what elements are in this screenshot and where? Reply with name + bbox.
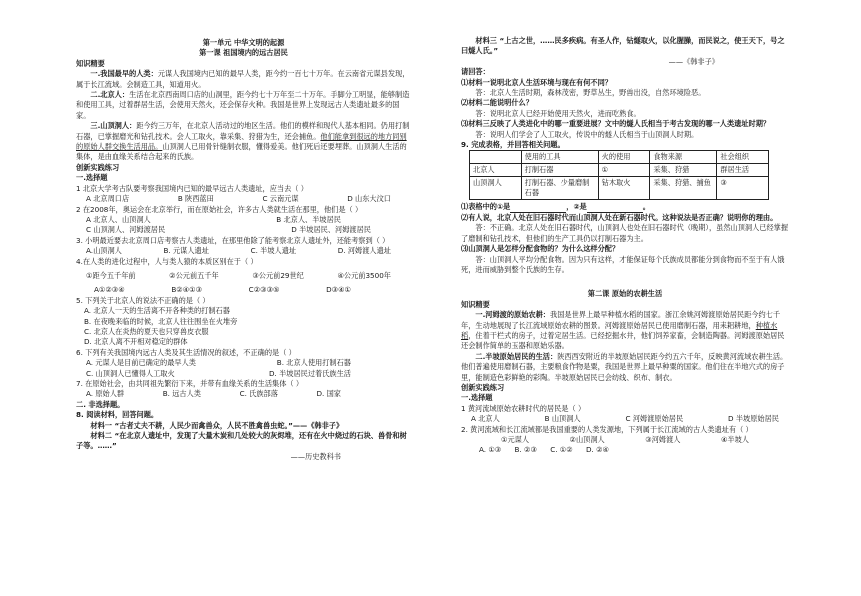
material-3: 材料三 “上古之世，……民多疾病。有圣人作，钻燧取火，以化腥臊，而民说之，使王天下，号之曰燧人氏。” (461, 36, 785, 56)
table-cell: 打制石器 (521, 164, 598, 177)
right-column (461, 36, 789, 456)
question-1-options: A 北京周口店 B 陕西蓝田 C 云南元谋 D 山东大汶口 (86, 194, 391, 204)
table-row (470, 164, 769, 177)
knowledge-point-2: 二.北京人：生活在北京西南周口店的山洞里，距今约七十万年至二十万年。手脚分工明显，能够制造和使用工具，过着群居生活，会使用天然火，还会保存火种。我国是世界上发现远古人类遗址最多的国家。 (76, 90, 410, 120)
question-9: 9. 完成表格，并回答相关问题。 (461, 140, 565, 150)
material-3-source: ——《韩非子》 (668, 56, 719, 66)
non-choice-heading: 二. 非选择题。 (76, 399, 125, 409)
sub-question-9-2: ⑵有人说，北京人处在旧石器时代而山顶洞人处在新石器时代。这种说法是否正确？说明你的理由。 (461, 212, 778, 222)
table-header-cell: 社会组织 (717, 151, 769, 164)
table-cell: 钻木取火 (598, 177, 650, 200)
question-5-option-d: D. 北京人离不开相对稳定的群体 (84, 337, 188, 347)
answer-blank[interactable] (587, 204, 643, 213)
question-6: 6. 下列有关我国境内远古人类及其生活情况的叙述，不正确的是（ ） (76, 347, 296, 357)
question-6-options-row2: C. 山顶洞人已懂得人工取火 D. 半坡居民过着氏族生活 (86, 368, 351, 378)
lesson2-question-2: 2. 黄河流域和长江流域都是我国重要的人类发源地，下列属于长江流域的古人类遗址有（ ） (461, 424, 753, 434)
question-7-options: A. 原始人群 B. 远古人类 C. 氏族部落 D. 国家 (86, 389, 341, 399)
comparison-table (469, 150, 769, 200)
question-2-options-row2: C 山顶洞人、河姆渡居民 D 半坡居民、河姆渡居民 (86, 225, 371, 235)
question-3-options: A.山顶洞人 B. 元谋人遗址 C. 半坡人遗址 D. 河姆渡人遗址 (86, 246, 391, 256)
knowledge-heading: 知识精要 (76, 58, 105, 68)
unit-title: 第一单元 中华文明的起源 (202, 38, 285, 47)
left-column (76, 38, 411, 462)
table-row (470, 177, 769, 200)
table-header-cell: 食物来源 (650, 151, 717, 164)
sub-question-2: ⑵材料二能说明什么？ (461, 98, 533, 108)
question-5-option-c: C. 北京人在炎热的夏天也只穿兽皮衣服 (84, 326, 209, 336)
knowledge-point-banpo: 二.半坡原始居民的生活：陕西西安附近的半坡原始居民距今约五六千年，反映黄河流域农耕生活。他们普遍使用磨制石器，主要粮食作物是粟，我国是世界上最早种粟的国家。他们住在半地穴式的房子里，能制造色彩鲜艳的彩陶。半坡原始居民已会纺线、织布、制衣。 (461, 351, 788, 382)
question-5-option-a: A. 北京人一天的生活离不开各种类的打制石器 (84, 306, 230, 316)
question-4-items: ①距今五千年前 ②公元前五千年 ③公元前29世纪 ④公元前3500年 (86, 270, 391, 280)
reading-heading: 8. 阅读材料，回答问题。 (76, 410, 159, 420)
question-5: 5. 下列关于北京人的说法不正确的是（ ） (76, 295, 210, 305)
table-cell: 北京人 (470, 164, 522, 177)
table-cell: 打制石器、少量磨制石器 (521, 177, 598, 200)
table-header-cell (470, 151, 522, 164)
practice-heading: 创新实践练习 (76, 162, 120, 172)
question-6-options-row1: A. 元谋人是目前已确定的最早人类 B. 北京人使用打制石器 (86, 358, 351, 368)
question-1: 1 北京大学考古队要考察我国境内已知的最早远古人类遗址，应当去（ ） (76, 183, 308, 193)
question-4: 4.在人类的进化过程中，人与类人猿的本质区别在于（ ） (76, 256, 258, 266)
knowledge-heading-2: 知识精要 (461, 299, 490, 309)
sub-question-9-1: ⑴表格中的①是 ，②是 。 (461, 202, 650, 212)
table-cell: 山顶洞人 (470, 177, 522, 200)
answer-2: 答：说明北京人已经开始使用天然火，进而吃熟食。 (475, 108, 641, 118)
sub-question-9-3: ⑶山顶洞人是怎样分配食物的？为什么这样分配？ (461, 244, 620, 254)
lesson2-question-2-items: ①元谋人 ②山顶洞人 ③河姆渡人 ④半坡人 (501, 435, 749, 444)
knowledge-point-1: 一.我国最早的人类：元谋人我国境内已知的最早人类，距今约一百七十万年。在云南省元谋县发现，属于长江流域。会制造工具，知道用火。 (76, 69, 410, 89)
table-cell: ③ (717, 177, 769, 200)
table-cell: 群居生活 (717, 164, 769, 177)
question-4-options: A①②③④ B②④①③ C②③③⑤ D③④① (94, 285, 351, 295)
sub-question-3: ⑶材料三反映了人类进化中的哪一重要进展？文中的燧人氏相当于考古发现的哪一人类遗址时期？ (461, 119, 771, 129)
lesson2-question-1: 1 黄河流域原始农耕时代的居民是（ ） (461, 403, 586, 413)
table-header-row (470, 151, 769, 164)
question-2-options-row1: A 北京人、山顶洞人 B 北京人、半坡居民 (86, 214, 341, 224)
practice-heading-2: 创新实践练习 (461, 382, 505, 392)
answer-9-3: 答：山顶洞人平均分配食物。因为只有这样，才能保证每个氏族成员都能分到食物而不至于有人饿死，进而威胁到整个氏族的生存。 (461, 254, 785, 274)
answer-heading: 请回答： (461, 67, 490, 77)
answer-9-2: 答：不正确。北京人处在旧石器时代，山顶洞人也处在旧石器时代（晚期），虽然山顶洞人已经掌握了磨制和钻孔技术，但他们的生产工具仍以打制石器为主。 (461, 223, 789, 243)
table-header-cell: 使用的工具 (521, 151, 598, 164)
table-cell: 采集、狩猎、捕鱼 (650, 177, 717, 200)
table-header-cell: 火的使用 (598, 151, 650, 164)
knowledge-point-3: 三.山顶洞人：距今约三万年，在北京人活动过的地区生活。他们的模样和现代人基本相同。仍用打制石器，已掌握磨光和钻孔技术。会人工取火，靠采集、狩猎为生，还会捕鱼。他们能拿到很远的地方同别的原始人群交换生活用品。山顶洞人已用骨针缝制衣服，懂得爱美。他们死后还要埋葬。山顶洞人生活的集体，是由血缘关系结合起来的氏族。 (76, 121, 410, 162)
table-cell: ① (598, 164, 650, 177)
table-cell: 采集、狩猎 (650, 164, 717, 177)
question-5-option-b: B. 在夜晚来临的时候，北京人往往围坐在火堆旁 (84, 316, 238, 326)
lesson2-question-2-options: A. ①③ B. ②③ C. ①② D. ②④ (479, 445, 609, 455)
answer-blank[interactable] (510, 204, 566, 213)
question-3: 3. 小明最近要去北京周口店考察古人类遗址，在那里他除了能考察北京人遗址外，还能考察到（ ） (76, 235, 390, 245)
material-1: 材料一 “古者丈夫不耕，人民少而禽兽众，人民不胜禽兽虫蛇。”——《韩非子》 (90, 420, 344, 430)
choice-heading-2: 一.选择题 (461, 393, 493, 403)
answer-3: 答：说明人们学会了人工取火，传说中的燧人氏相当于山顶洞人时期。 (475, 129, 699, 139)
knowledge-point-hemudu: 一.河姆渡的原始农耕：我国是世界上最早种植水稻的国家。浙江余姚河姆渡原始居民距今约七千年，生动地展现了长江流域原始农耕的图景。河姆渡原始居民已使用磨制石器，用耒耜耕地，种植水稻，住着干栏式的房子，过着定居生活。已经挖掘水井，他们饲养家畜，会制造陶器。河姆渡原始居民还会制作简单的玉器和原始乐器。 (461, 310, 785, 351)
lesson2-title: 第二课 原始的农耕生活 (587, 289, 663, 299)
question-2: 2 在2008年，奥运会在北京举行，而在原始社会，许多古人类就生活在那里，他们是（ ） (76, 204, 363, 214)
lesson2-question-1-options: A 北京人 B 山顶洞人 C 河姆渡原始居民 D 半坡原始居民 (471, 414, 779, 424)
sub-question-1: ⑴材料一说明北京人生活环境与现在有何不同？ (461, 77, 612, 87)
lesson1-title: 第一课 祖国境内的远古居民 (199, 48, 288, 58)
answer-1: 答：北京人生活时期，森林茂密，野草丛生，野兽出没，自然环境险恶。 (475, 88, 706, 98)
material-2-source: ——历史教科书 (290, 451, 341, 461)
material-2: 材料二 “在北京人遗址中，发现了大量木炭和几处较大的灰烬堆，还有在火中烧过的石块、兽骨和树子等。……” (76, 431, 407, 451)
question-7: 7. 在原始社会，由共同祖先繁衍下来，并带有血缘关系的生活集体（ ） (76, 379, 304, 388)
choice-heading: 一.选择题 (76, 173, 108, 183)
